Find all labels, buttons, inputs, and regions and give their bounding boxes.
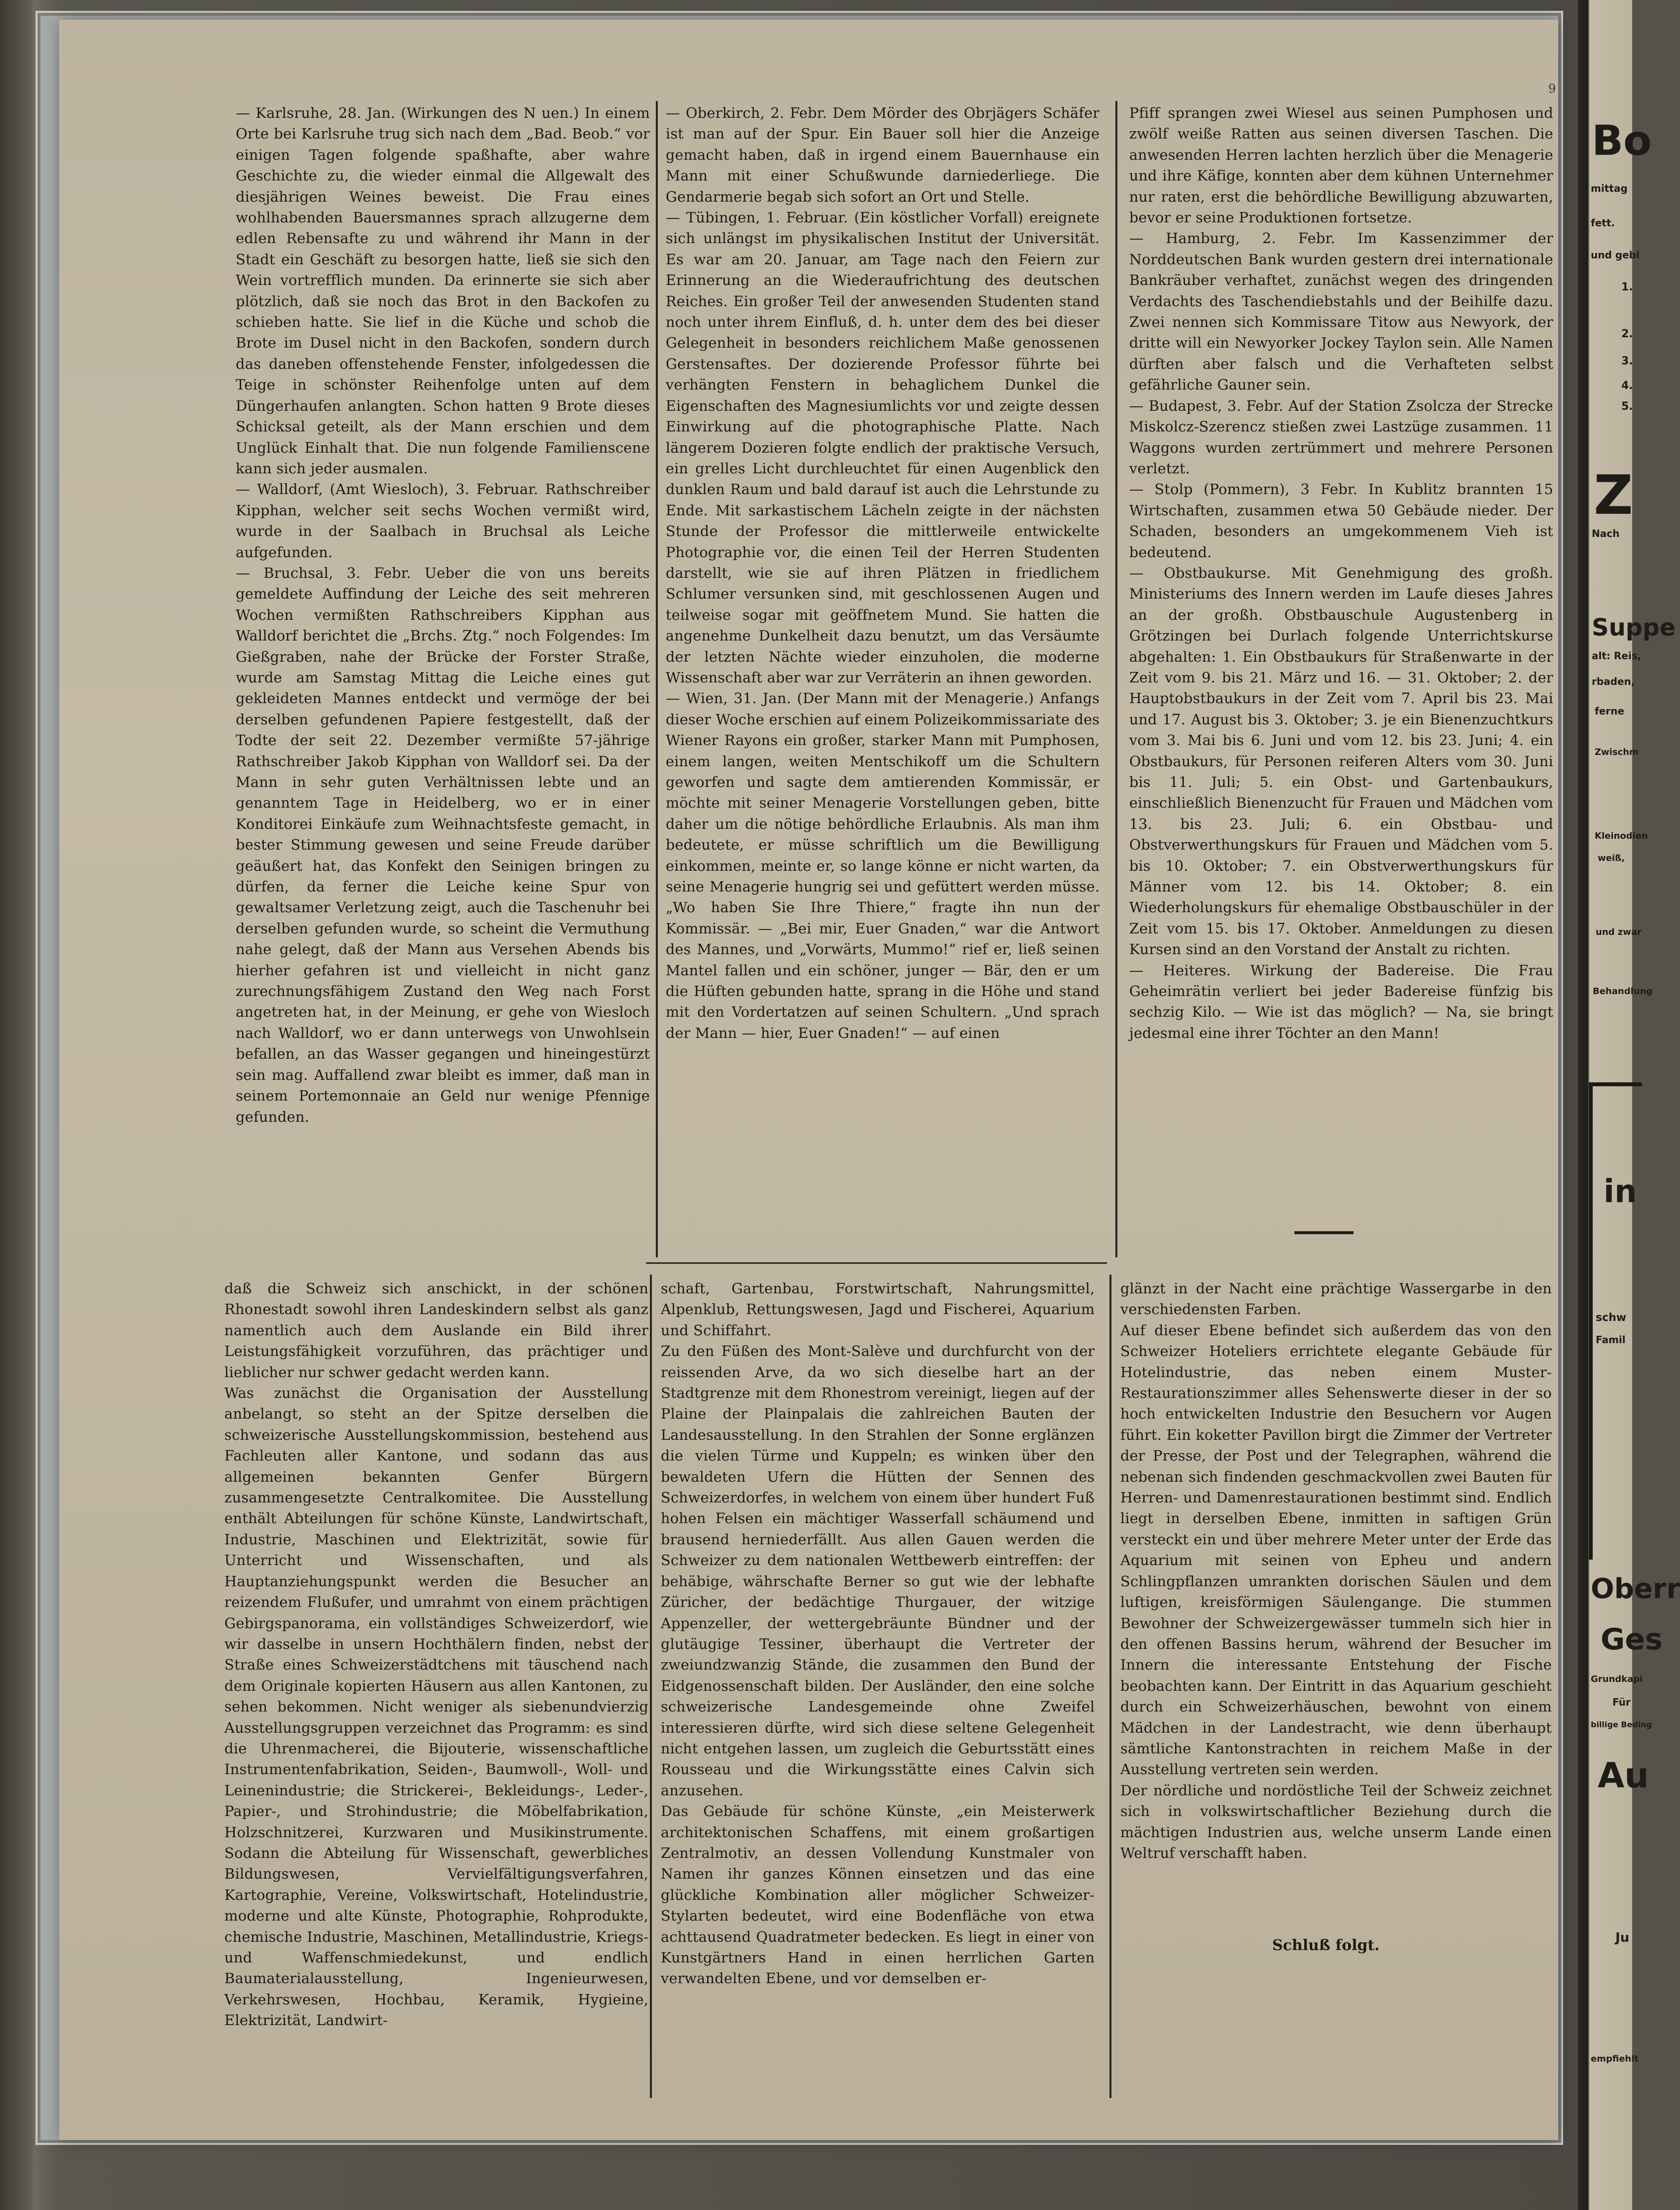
right-page-fragment: Oberr <box>1591 1573 1680 1605</box>
right-page-fragment: und zwar <box>1596 927 1642 937</box>
right-page-fragment: Behandlung <box>1593 986 1653 997</box>
exhibition-column-3: glänzt in der Nacht eine prächtige Wassergarbe in den verschiedensten Farben. Auf dieser Ebene befindet sich außerdem das von den Schweizer Hoteliers errichtete elegante Gebäude für Hotelindustrie, das neben einem Muster-Restaurationszimmer alles Sehenswerte dieser in der so hoch entwickelten Industrie den Besuchern vor Augen führt. Ein koketter Pavillon birgt die Zimmer der Vertreter der Presse, der Post und der Telegraphen, während die nebenan sich findenden geschmackvollen zwei Bauten für Herren- und Damenrestaurationen bestimmt sind. Endlich liegt in derselben Ebene, inmitten in saftigen Grün versteckt ein und über mehrere Meter unter der Erde das Aquarium mit seinen von Epheu und andern Schlingpflanzen umrankten dorischen Säulen und dem luftigen, kreisförmigen Säulengange. Die stummen Bewohner der Schweizergewässer tummeln sich hier in den offenen Bassins herum, während der Besucher im Innern die interessante Entstehung der Fische beobachten kann. Der Eintritt in das Aquarium geschieht durch ein Schweizerhäuschen, bewohnt von einem Mädchen in der Landestracht, wie denn überhaupt sämtliche Kantonstrachten in reichem Maße in der Ausstellung vertreten sein werden. Der nördliche und nordöstliche Teil der Schweiz zeichnet sich in volkswirtschaftlicher Beziehung durch die mächtigen Industrien aus, welche unserm Lande einen Weltruf verschafft haben. <box>1120 1280 1552 1861</box>
right-page-fragment: alt: Reis, <box>1592 650 1642 662</box>
column-rule-top-left <box>656 101 658 1257</box>
right-page-fragment: Suppe <box>1592 614 1676 642</box>
right-page-fragment: schw <box>1596 1312 1627 1324</box>
right-page-fragment: Au <box>1598 1755 1649 1796</box>
column-rule-top-right <box>1115 101 1117 1257</box>
right-page-fragment: Bo <box>1592 116 1652 165</box>
right-page-fragment: Ju <box>1615 1930 1630 1945</box>
right-page-fragment: und gebl <box>1591 249 1640 261</box>
news-column-3: Pfiff sprangen zwei Wiesel aus seinen Pumphosen und zwölf weiße Ratten aus seinen diversen Taschen. Die anwesenden Herren lachten herzlich über die Menagerie und ihre Käfige, konnten aber dem kühnen Unternehmer nur raten, erst die behördliche Bewilligung abzuwarten, bevor er seine Produktionen fortsetze. — Hamburg, 2. Febr. Im Kassenzimmer der Norddeutschen Bank wurden gestern drei internationale Bankräuber verhaftet, zunächst wegen des dringenden Verdachts des Taschendiebstahls und der Beihilfe dazu. Zwei nennen sich Kommissare Titow aus Newyork, der dritte will ein Newyorker Jockey Taylon sein. Alle Namen dürften aber falsch und die Verhafteten selbst gefährliche Gauner sein. — Budapest, 3. Febr. Auf der Station Zsolcza der Strecke Miskolcz-Szerencz stießen zwei Lastzüge zusammen. 11 Waggons wurden zertrümmert und mehrere Personen verletzt. — Stolp (Pommern), 3 Febr. In Kublitz brannten 15 Wirtschaften, zusammen etwa 50 Gebäude nieder. Der Schaden, besonders an umgekommenem Vieh ist bedeutend. — Obstbaukurse. Mit Genehmigung des großh. Ministeriums des Innern werden im Laufe dieses Jahres an der großh. Obstbauschule Augustenberg in Grötzingen bei Durlach folgende Unterrichtskurse abgehalten: 1. Ein Obstbaukurs für Straßenwarte in der Zeit vom 9. bis 21. März und 16. — 31. Oktober; 2. der Hauptobstbaukurs in der Zeit vom 7. April bis 23. Mai und 17. August bis 3. Oktober; 3. je ein Bienenzuchtkurs vom 3. Mai bis 6. Juni und vom 12. bis 23. Juni; 4. ein Obstbaukurs, für Personen reiferen Alters vom 30. Juni bis 11. Juli; 5. ein Obst- und Gartenbaukurs, einschließlich Bienenzucht für Frauen und Mädchen vom 13. bis 23. Juli; 6. ein Obstbau- und Obstverwerthungskurs für Frauen und Mädchen vom 5. bis 10. Oktober; 7. ein Obstverwerthungskurs für Männer vom 12. bis 14. Oktober; 8. ein Wiederholungskurs für ehemalige Obstbauschüler in der Zeit vom 15. bis 17. Oktober. Anmeldungen zu diesen Kursen sind an den Vorstand der Anstalt zu richten. — Heiteres. Wirkung der Badereise. Die Frau Geheimrätin verliert bei jeder Badereise fünfzig bis sechzig Kilo. — Wie ist das möglich? — Na, sie bringt jedesmal eine ihrer Töchter an den Mann! <box>1129 105 1553 1041</box>
right-page-fragment: 2. <box>1621 328 1633 340</box>
right-page-fragment: mittag <box>1591 182 1628 194</box>
right-page-fragment: ferne <box>1595 705 1624 717</box>
right-page-fragment: Grundkapi <box>1591 1674 1643 1684</box>
right-page-fragment: Zwischm <box>1595 747 1639 757</box>
right-page-fragment: 3. <box>1621 355 1633 367</box>
section-divider-rule <box>646 1262 1107 1264</box>
right-page-fragment: empfiehlt <box>1591 2054 1639 2064</box>
right-page-fragment: rbaden, <box>1592 676 1635 687</box>
continued-note: Schluß folgt. <box>1272 1937 1380 1954</box>
news-column-2: — Oberkirch, 2. Febr. Dem Mörder des Obrjägers Schäfer ist man auf der Spur. Ein Bauer soll hier die Anzeige gemacht haben, daß in irgend einem Bauernhause ein Mann mit einer Schußwunde darniederliege. Die Gendarmerie begab sich sofort an Ort und Stelle. — Tübingen, 1. Februar. (Ein köstlicher Vorfall) ereignete sich unlängst im physikalischen Institut der Universität. Es war am 20. Januar, am Tage nach den Feiern zur Erinnerung an die Wiederaufrichtung des deutschen Reiches. Ein großer Teil der anwesenden Studenten stand noch unter ihrem Einfluß, d. h. unter dem des bei dieser Gelegenheit in besonders reichlichem Maße genossenen Gerstensaftes. Der dozierende Professor führte bei verhängten Fenstern in behaglichem Dunkel die Eigenschaften des Magnesiumlichts vor und zeigte dessen Einwirkung auf die photographische Platte. Nach längerem Dozieren folgte endlich der praktische Versuch, ein grelles Licht durchleuchtet für einen Augenblick den dunklen Raum und bald darauf ist auch die Lehrstunde zu Ende. Mit sarkastischem Lächeln zeigte in der nächsten Stunde der Professor die mittlerweile entwickelte Photographie vor, die einen Teil der Herren Studenten darstellt, wie sie auf ihren Plätzen in friedlichem Schlumer versunken sind, mit geschlossenen Augen und teilweise sogar mit geöffnetem Mund. Sie hatten die angenehme Dunkelheit dazu benutzt, um das Versäumte der letzten Nächte wieder einzuholen, die moderne Wissenschaft aber war zur Verräterin an ihnen geworden. — Wien, 31. Jan. (Der Mann mit der Menagerie.) Anfangs dieser Woche erschien auf einem Polizeikommissariate des Wiener Rayons ein großer, starker Mann mit Pumphosen, einem langen, weiten Mentschikoff um die Schultern geworfen und sagte dem amtierenden Kommissär, er möchte mit seiner Menagerie Vorstellungen geben, bitte daher um die nötige behördliche Erlaubnis. Als man ihm bedeutete, er müsse schriftlich um die Bewilligung einkommen, meinte er, so lange könne er nicht warten, da seine Menagerie hungrig sei und gefüttert werden müsse. „Wo haben Sie Ihre Thiere,“ fragte ihn nun der Kommissär. — „Bei mir, Euer Gnaden,“ war die Antwort des Mannes, und „Vorwärts, Mummo!“ rief er, ließ seinen Mantel fallen und ein schöner, junger — Bär, den er um die Hüften gebunden hatte, sprang in die Höhe und stand mit den Vordertatzen auf seinen Schultern. „Und sprach der Mann — hier, Euer Gnaden!“ — auf einen <box>666 105 1100 1041</box>
right-page-fragment: Famil <box>1596 1334 1626 1346</box>
right-page-fragment: Für <box>1612 1696 1631 1708</box>
article-end-rule <box>1294 1231 1354 1234</box>
right-page-fragment: 1. <box>1621 281 1633 293</box>
right-page-fragment: Z <box>1594 463 1633 527</box>
right-page-fragment: 5. <box>1621 400 1633 413</box>
right-page-fragment: Ges <box>1601 1622 1663 1657</box>
right-page-fragment: billige Beding <box>1591 1720 1652 1729</box>
page-corner-mark: 9 <box>1548 82 1556 96</box>
right-page-fragment: 4. <box>1621 380 1633 392</box>
column-rule-bottom-left <box>650 1275 652 2098</box>
right-page-fragment: Kleinodien <box>1595 831 1648 841</box>
right-page-fragment: weiß, <box>1598 853 1625 863</box>
exhibition-column-2: schaft, Gartenbau, Forstwirtschaft, Nahrungsmittel, Alpenklub, Rettungswesen, Jagd und Fischerei, Aquarium und Schiffahrt. Zu den Füßen des Mont-Salève und durchfurcht von der reissenden Arve, da wo sich dieselbe hart an der Stadtgrenze mit dem Rhonestrom vereinigt, liegen auf der Plaine der Plainpalais die zahlreichen Bauten der Landesausstellung. In den Strahlen der Sonne erglänzen die vielen Türme und Kuppeln; es winken über den bewaldeten Ufern die Hütten der Sennen des Schweizerdorfes, in welchem von einem über hundert Fuß hohen Felsen ein mächtiger Wasserfall schäumend und brausend herniederfällt. Aus allen Gauen werden die Schweizer zu dem nationalen Wettbewerb eintreffen: der behäbige, währschafte Berner so gut wie der lebhafte Züricher, der bedächtige Thurgauer, der witzige Appenzeller, der wettergebräunte Bündner und der glutäugige Tessiner, überhaupt die Vertreter der zweiundzwanzig Stände, die zusammen den Bund der Eidgenossenschaft bilden. Der Ausländer, den eine solche schweizerische Landesgemeinde ohne Zweifel interessieren dürfte, wird sich diese seltene Gelegenheit nicht entgehen lassen, um zugleich die Geburtsstätt eines Rousseau und die Wirkungsstätte eines Calvin sich anzusehen. Das Gebäude für schöne Künste, „ein Meisterwerk architektonischen Schaffens, mit einem großartigen Zentralmotiv, an dessen Vollendung Kunstmaler von Namen ihr ganzes Können einsetzen und das eine glückliche Kombination aller möglicher Schweizer-Stylarten bedeutet, wird eine Bodenfläche von etwa achttausend Quadratmeter bedecken. Es liegt in einer von Kunstgärtners Hand in einen herrlichen Garten verwandelten Ebene, und vor demselben er- <box>661 1280 1095 1987</box>
column-rule-bottom-right <box>1109 1275 1111 2098</box>
right-page-fragment: Nach <box>1592 528 1620 539</box>
right-page-fragment: in <box>1604 1174 1637 1210</box>
news-column-1: — Karlsruhe, 28. Jan. (Wirkungen des N uen.) In einem Orte bei Karlsruhe trug sich nach dem „Bad. Beob.“ vor einigen Tagen folgende spaßhafte, aber wahre Geschichte zu, die wieder einmal die Allgewalt des diesjährigen Weines beweist. Die Frau eines wohlhabenden Bauersmannes sprach allzugerne dem edlen Rebensafte zu und während ihr Mann in der Stadt ein Geschäft zu besorgen hatte, ließ sie sich den Wein vortrefflich munden. Da erinnerte sie sich aber plötzlich, daß sie noch das Brot in den Backofen zu schieben hatte. Sie lief in die Küche und schob die Brote im Dusel nicht in den Backofen, sondern durch das daneben offenstehende Fenster, infolgedessen die Teige in schönster Reihenfolge unten auf dem Düngerhaufen anlangten. Schon hatten 9 Brote dieses Schicksal geteilt, als der Mann erschien und dem Unglück Einhalt that. Die nun folgende Familienscene kann sich jeder ausmalen. — Walldorf, (Amt Wiesloch), 3. Februar. Rathschreiber Kipphan, welcher seit sechs Wochen vermißt wird, wurde in der Saalbach in Bruchsal als Leiche aufgefunden. — Bruchsal, 3. Febr. Ueber die von uns bereits gemeldete Auffindung der Leiche des seit mehreren Wochen vermißten Rathschreibers Kipphan aus Walldorf berichtet die „Brchs. Ztg.“ noch Folgendes: Im Gießgraben, nahe der Brücke der Forster Straße, wurde am Samstag Mittag die Leiche eines gut gekleideten Mannes entdeckt und vermöge der bei derselben gefundenen Papiere festgestellt, daß der Todte der seit 22. Dezember vermißte 57-jährige Rathschreiber Jakob Kipphan von Walldorf sei. Da der Mann in sehr guten Verhältnissen lebte und an genanntem Tage in Heidelberg, wo er in einer Konditorei Einkäufe zum Weihnachtsfeste gemacht, in bester Stimmung gewesen und seine Freude darüber geäußert hat, das Konfekt den Seinigen bringen zu dürfen, da ferner die Leiche keine Spur von gewaltsamer Verletzung zeigt, auch die Taschenuhr bei derselben gefunden wurde, so scheint die Vermuthung nahe gelegt, daß der Mann aus Versehen Abends bis hierher gefahren ist und vielleicht in nicht ganz zurechnungsfähigem Zustand den Weg nach Forst angetreten hat, in der Meinung, er gehe von Wiesloch nach Walldorf, wo er dann unterwegs von Unwohlsein befallen, an das Wasser gegangen und hineingestürzt sein mag. Auffallend zwar bleibt es immer, daß man in seinem Portemonnaie an Geld nur wenige Pfennige gefunden. <box>236 105 650 1125</box>
exhibition-column-1: daß die Schweiz sich anschickt, in der schönen Rhonestadt sowohl ihren Landeskindern selbst als ganz namentlich auch dem Auslande ein Bild ihrer Leistungsfähigkeit vorzuführen, das prächtiger und lieblicher nur schwer gedacht werden kann. Was zunächst die Organisation der Ausstellung anbelangt, so steht an der Spitze derselben die schweizerische Ausstellungskommission, bestehend aus Fachleuten aller Kantone, und sodann das aus allgemeinen bekannten Genfer Bürgern zusammengesetzte Centralkomitee. Die Ausstellung enthält Abteilungen für schöne Künste, Landwirtschaft, Industrie, Maschinen und Elektrizität, sowie für Unterricht und Wissenschaften, und als Hauptanziehungspunkt werden die Besucher an reizendem Flußufer, und umrahmt von einem prächtigen Gebirgspanorama, ein vollständiges Schweizerdorf, wie wir dasselbe in unsern Hochthälern finden, nebst der Straße eines Schweizerstädtchens mit täuschend nach dem Originale kopierten Häusern aus allen Kantonen, zu sehen bekommen. Nicht weniger als siebenundvierzig Ausstellungsgruppen verzeichnet das Programm: es sind die Uhrenmacherei, die Bijouterie, wissenschaftliche Instrumentenfabrikation, Seiden-, Baumwoll-, Woll- und Leinenindustrie; die Strickerei-, Bekleidungs-, Leder-, Papier-, und Strohindustrie; die Möbelfabrikation, Holzschnitzerei, Kurzwaren und Musikinstrumente. Sodann die Abteilung für Wissenschaft, gewerbliches Bildungswesen, Vervielfältigungsverfahren, Kartographie, Vereine, Volkswirtschaft, Hotelindustrie, moderne und alte Künste, Photographie, Rohprodukte, chemische Industrie, Maschinen, Metallindustrie, Kriegs- und Waffenschmiedekunst, und endlich Baumaterialausstellung, Ingenieurwesen, Verkehrswesen, Hochbau, Keramik, Hygieine, Elektrizität, Landwirt- <box>224 1280 648 2029</box>
right-page-fragment: fett. <box>1591 217 1615 229</box>
